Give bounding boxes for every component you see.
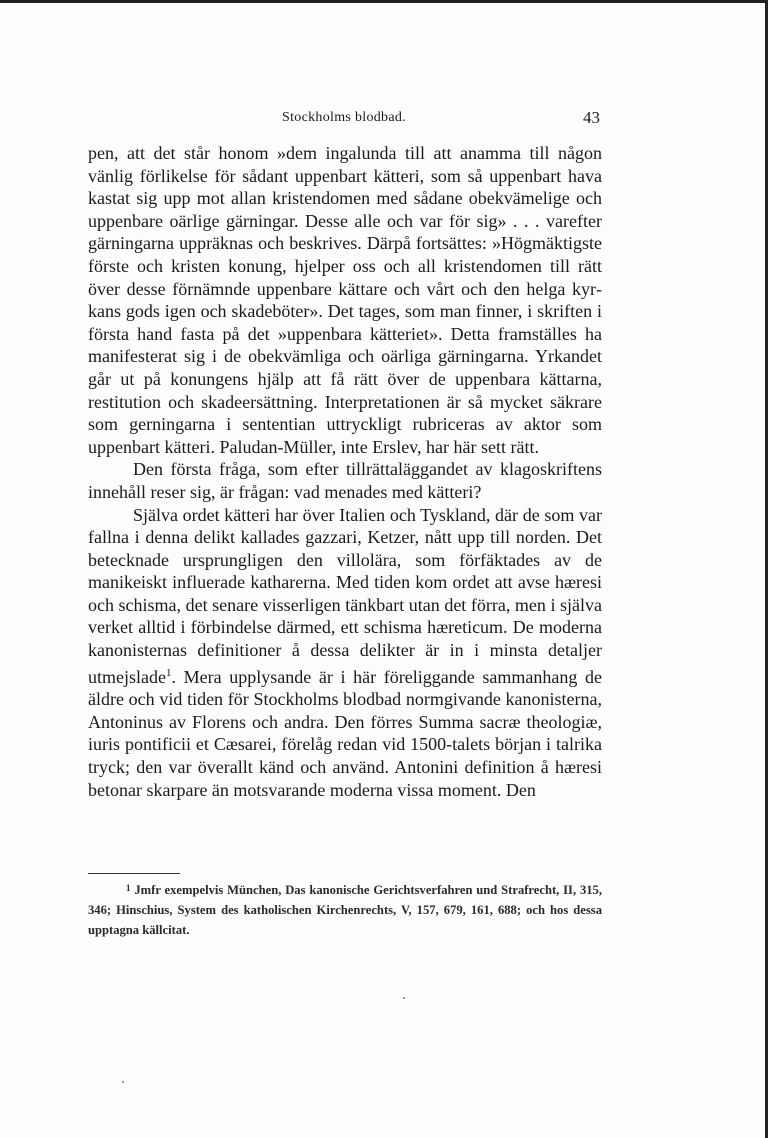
footnote-text: Jmfr exempelvis München, Das kanonische Gerichtsverfahren und Strafrecht, II, 315, 346; Hinschius, System des katholischen Kirchenrechts, V, 157, 679, 161, 688; och hos dessa upptagna källcitat. [88,883,602,937]
speck [122,1081,124,1083]
paragraph-2: Den första fråga, som efter tillrättaläggandet av klagoskriftens innehåll reser sig, är frågan: vad menades med kätteri? [88,459,602,502]
paragraph-3-continuation: . Mera upplysande är i här föreliggande sammanhang de äldre och vid tiden för Stockholms blodbad normgivande kanonisterna, Antoninus av Florens och andra. Den förres Summa sacræ theologiæ, iuris pontificii et Cæsarei, förelåg redan vid 1500-talets början i talrika tryck; den var överallt känd och använd. Antonini definition å hæresi betonar skarpare än motsvarande moderna vissa moment. Den [88,666,602,800]
paragraph-3-text: Själva ordet kätteri har över Italien och Tyskland, där de som var fallna i denna delikt kallades gazzari, Ketzer, nått upp till norden. Det betecknade ursprungligen den villolära, som förfäktades av de manikeiskt influerade katharerna. Med tiden kom ordet att avse hæresi och schisma, det senare visserligen tänkbart utan det förra, men i själva verket alltid i förbindelse därmed, ett schisma hæreticum. De moderna kanonisternas definitioner å dessa delikter är in i minsta detaljer utmejslade [88,504,602,687]
speck [403,997,405,999]
paragraph-1: pen, att det står honom »dem ingalunda till att anamma till någon vänlig förlikelse för sådant uppenbart kätteri, som så uppenbart hava kastat sig upp mot allan kristendomen med sådane obekvämelige och uppenbare oärlige gärningar. Desse alle och var för sig» . . . varefter gärningarna uppräknas och beskrives. Därpå fortsättes: »Högmäktigste förste och kristen konung, hjelper oss och all kristendomen till rätt över desse förnämnde uppenbare kättare och vårt och den helga kyrkans gods igen och skadeböter». Det tages, som man finner, i skriften i första hand fasta på det »uppenbara kätteriet». Detta framställes ha manifesterat sig i de obekvämliga och oärliga gärningarna. Yrkandet går ut på konungens hjälp att få rätt över de uppenbara kättarna, restitution och skadeersättning. Interpretationen är så mycket säkrare som gerningarna i sententian uttryckligt rubriceras av aktor som uppenbart kätteri. Paludan-Müller, inte Erslev, har här sett rätt. [88,143,602,457]
footnote [88,880,602,940]
footnote-rule [88,873,180,874]
body-text [88,142,602,801]
running-title: Stockholms blodbad. [282,110,406,125]
paragraph-3 [88,504,602,802]
scan-edge-top [0,0,768,3]
footnote-marker: 1 [126,883,131,893]
footnote-reference: 1 [165,666,172,679]
page-header [88,108,600,130]
page-number: 43 [583,108,600,127]
